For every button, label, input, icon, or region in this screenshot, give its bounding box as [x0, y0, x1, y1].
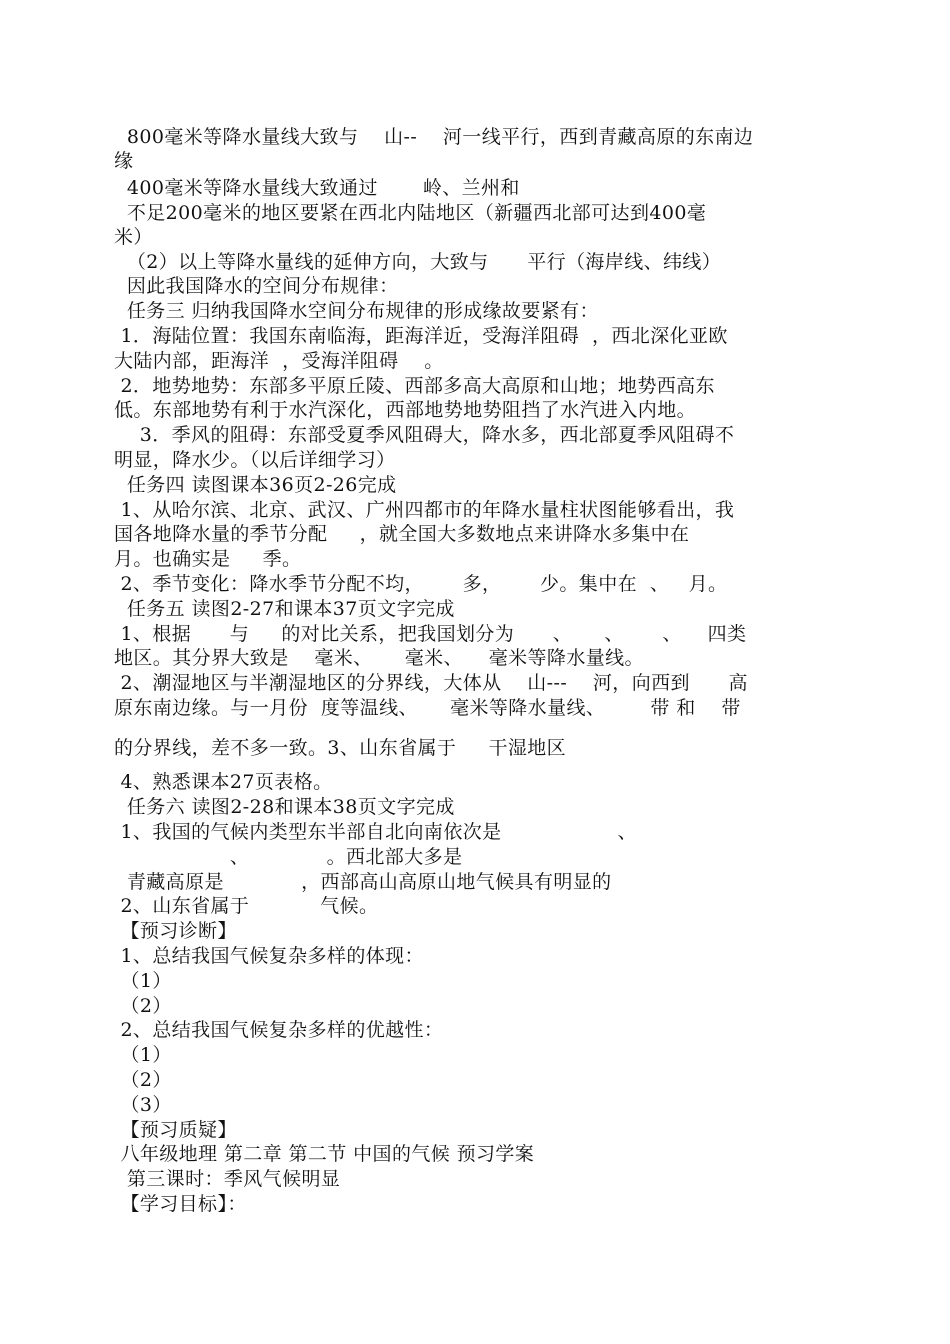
text-line: （3）	[114, 1094, 172, 1116]
text-line: 任务三 归纳我国降水空间分布规律的形成缘故要紧有：	[114, 300, 599, 322]
text-line: 1．海陆位置：我国东南临海，距海洋近，受海洋阻碍 ，西北深化亚欧	[114, 325, 728, 347]
text-line: （2）以上等降水量线的延伸方向，大致与 平行（海岸线、纬线）	[114, 251, 722, 273]
text-line: 因此我国降水的空间分布规律：	[114, 275, 399, 297]
text-line: 低。东部地势有利于水汽深化，西部地势地势阻挡了水汽进入内地。	[114, 399, 697, 421]
text-line: 八年级地理 第二章 第二节 中国的气候 预习学案	[114, 1143, 535, 1165]
text-line: 4、熟悉课本27页表格。	[114, 771, 333, 793]
text-line: 国各地降水量的季节分配 ，就全国大多数地点来讲降水多集中在	[114, 523, 690, 545]
text-line: 2、总结我国气候复杂多样的优越性：	[114, 1019, 444, 1041]
text-line: 2、潮湿地区与半潮湿地区的分界线，大体从 山--- 河，向西到 高	[114, 672, 748, 694]
text-line: 地区。其分界大致是 毫米、 毫米、 毫米等降水量线。	[114, 647, 644, 669]
text-line: 大陆内部，距海洋 ，受海洋阻碍 。	[114, 350, 444, 372]
text-line: 【学习目标】：	[114, 1193, 247, 1215]
text-line: （2）	[114, 1069, 172, 1091]
text-line: 青藏高原是 ，西部高山高原山地气候具有明显的	[114, 871, 612, 893]
text-line: 任务五 读图2-27和课本37页文字完成	[114, 598, 455, 620]
text-line: 2、季节变化：降水季节分配不均， 多， 少。集中在 、 月。	[114, 573, 728, 595]
text-line: 800毫米等降水量线大致与 山-- 河一线平行，西到青藏高原的东南边	[114, 126, 754, 148]
text-line: 不足200毫米的地区要紧在西北内陆地区（新疆西北部可达到400毫	[114, 202, 707, 224]
text-line: 任务四 读图课本36页2-26完成	[114, 474, 397, 496]
text-line: 1、从哈尔滨、北京、武汉、广州四都市的年降水量柱状图能够看出，我	[114, 499, 735, 521]
text-line: （1）	[114, 1044, 172, 1066]
text-line: 1、我国的气候内类型东半部自北向南依次是 、	[114, 821, 637, 843]
text-line: 【预习质疑】	[114, 1119, 237, 1141]
text-line: 1、根据 与 的对比关系，把我国划分为 、 、 、 四类	[114, 623, 747, 645]
text-line: 原东南边缘。与一月份 度等温线、 毫米等降水量线、 带 和 带	[114, 697, 741, 719]
text-line: 第三课时：季风气候明显	[114, 1168, 341, 1190]
text-line: 【预习诊断】	[114, 920, 237, 942]
text-line: 米）	[114, 226, 153, 248]
text-line: 2、山东省属于 气候。	[114, 895, 379, 917]
text-line: 2．地势地势：东部多平原丘陵、西部多高大高原和山地；地势西高东	[114, 375, 715, 397]
text-line: 明显，降水少。（以后详细学习）	[114, 449, 396, 471]
text-line: 1、总结我国气候复杂多样的体现：	[114, 945, 424, 967]
text-line: （1）	[114, 970, 172, 992]
text-line: 3．季风的阻碍：东部受夏季风阻碍大，降水多，西北部夏季风阻碍不	[114, 424, 735, 446]
text-line: 月。也确实是 季。	[114, 548, 302, 570]
text-line: （2）	[114, 995, 172, 1017]
text-line: 、 。西北部大多是	[114, 846, 463, 868]
text-line: 任务六 读图2-28和课本38页文字完成	[114, 796, 455, 818]
text-line: 的分界线，差不多一致。3、山东省属于 干湿地区	[114, 737, 567, 759]
text-line: 缘	[114, 150, 134, 172]
text-line: 400毫米等降水量线大致通过 岭、兰州和	[114, 177, 520, 199]
